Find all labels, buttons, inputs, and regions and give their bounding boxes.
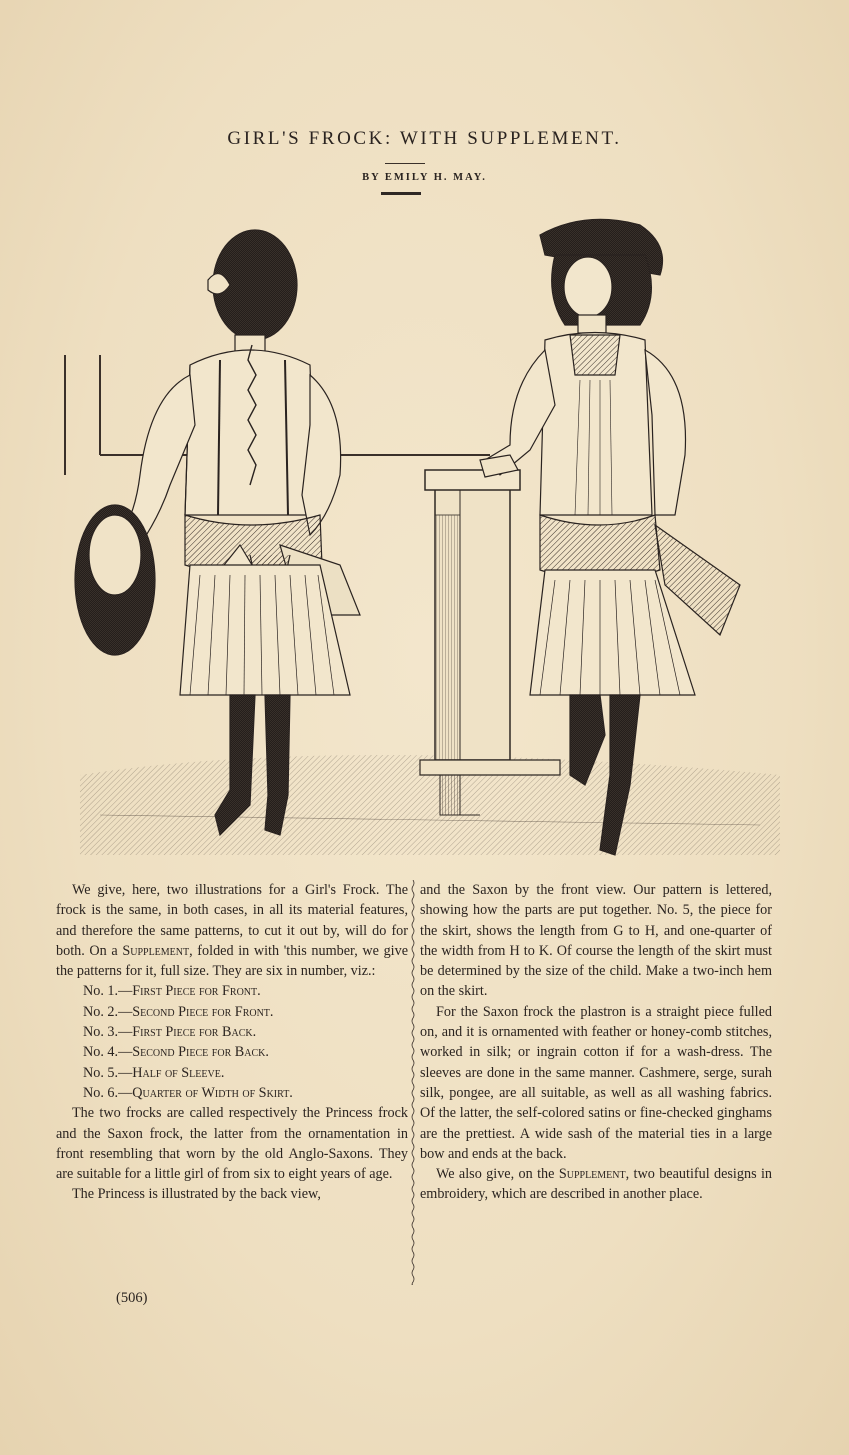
frock-names-paragraph: The two frocks are called respectively the Princess frock and the Saxon frock, the latter from the ornamentation in front resembling that worn by the old Anglo-Saxons. They are suitable for a little girl of from six to eight years of age.	[56, 1105, 408, 1183]
intro-paragraph	[56, 880, 408, 981]
list-item: No. 1.—First Piece for Front.	[83, 983, 261, 1000]
list-item: No. 4.—Second Piece for Back.	[83, 1044, 269, 1061]
intro-continued: , folded in with 'this number, we give the patterns for it, full size. They are six in number, viz.:	[56, 942, 408, 980]
byline: BY EMILY H. MAY.	[362, 172, 487, 183]
saxon-paragraph: For the Saxon frock the plastron is a straight piece fulled on, and it is ornamented with feather or honey-comb stitches, worked in silk; or ingrain cotton if for a wash-dress. The sleeves are done in the same manner. Cashmere, serge, surah silk, pongee, are all suitable, as well as all washing fabrics. Of the latter, the self-colored satins or fine-checked ginghams are the prettiest. A wide sash of the material ties in a large bow and ends at the back.	[420, 1003, 772, 1162]
supplement-term: Supplement	[122, 942, 190, 959]
page-number: (506)	[116, 1290, 148, 1306]
pattern-piece-list	[56, 981, 408, 1103]
list-item: No. 3.—First Piece for Back.	[83, 1024, 257, 1041]
engraving-illustration	[40, 215, 810, 870]
pattern-paragraph: and the Saxon by the front view. Our pattern is lettered, showing how the parts are put together. No. 5, the piece for the skirt, shows the length from G to H, and one-quarter of the width from H to K. Of course the length of the skirt must be determined by the size of the child. Make a two-inch hem on the skirt.	[420, 882, 772, 1000]
supplement-paragraph: We also give, on the Supplement, two beautiful designs in embroidery, which are described in another place.	[420, 1166, 773, 1203]
intro-text: We give, here, two illustrations for a Girl's Frock. The frock is the same, in both cases, in all its material features, and therefore the same patterns, to cut it out by, will do for both. On a	[56, 882, 408, 959]
left-column	[56, 880, 408, 1205]
left-figure	[75, 230, 360, 835]
right-column	[420, 880, 772, 1205]
title-rule	[385, 163, 425, 164]
list-item: No. 2.—Second Piece for Front.	[83, 1003, 274, 1020]
list-item: No. 6.—Quarter of Width of Skirt.	[83, 1084, 293, 1101]
list-item: No. 5.—Half of Sleeve.	[83, 1064, 225, 1081]
page-title: GIRL'S FROCK: WITH SUPPLEMENT.	[227, 128, 622, 149]
column-divider	[411, 880, 415, 1285]
byline-rule	[381, 192, 421, 195]
princess-paragraph: The Princess is illustrated by the back view,	[72, 1186, 321, 1203]
supplement-term: Supplement	[558, 1166, 626, 1183]
